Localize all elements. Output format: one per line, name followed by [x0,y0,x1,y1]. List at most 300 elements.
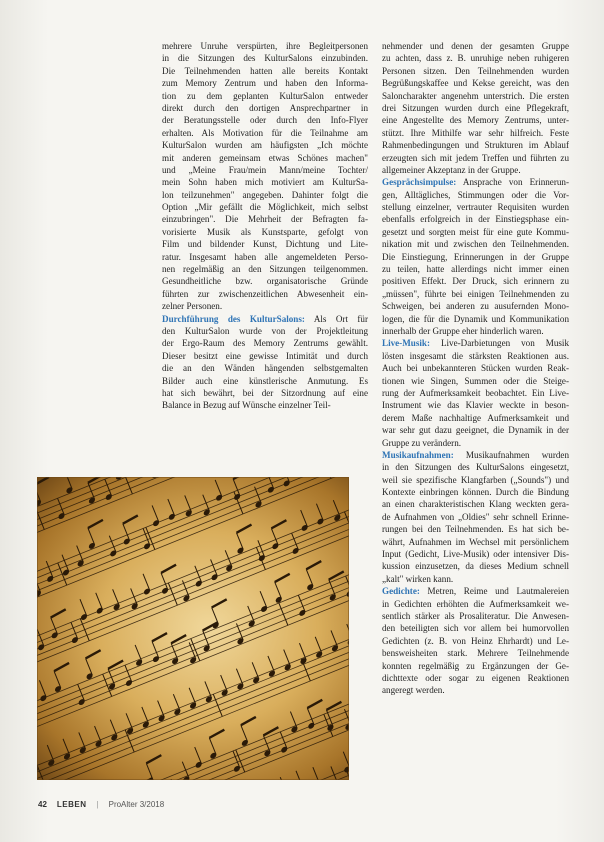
text-line [382,498,569,510]
note-stem [280,732,287,749]
text-column-right [382,40,569,697]
note-stem [301,510,308,527]
note-beam [271,520,288,528]
note-beam [146,755,163,763]
text-line [382,40,569,52]
note-stem [316,504,323,521]
line-text: stellung einzelner, vertrauter Requisiten wurden [382,202,569,213]
page-footer [38,800,164,809]
page-number: 42 [38,800,47,809]
line-text: Als Ort für [304,313,368,324]
text-line [382,375,569,387]
note-head [291,547,299,555]
text-line [382,672,569,684]
line-text: Schweigen, bei anderen zu ausufernden Mono- [382,301,569,312]
text-line [382,536,569,548]
text-line [162,350,368,362]
note-head [195,579,203,587]
note-stem [113,589,120,606]
line-text: hat sich bewährt, bei der Sitzordnung auf eine [162,387,368,398]
note-beam [170,635,187,643]
text-line [382,300,569,312]
text-line [382,176,569,188]
line-text: tionen wie Singen, Summen oder die Steige- [382,375,569,386]
line-text: Rahmenbedingungen und Strukturen im Ablauf [382,140,569,151]
text-line [162,213,368,225]
note-stem [168,499,175,516]
note-stem [78,684,85,701]
text-line [382,90,569,102]
sheet-music-image [37,477,349,780]
note-stem [125,665,132,682]
note-stem [88,528,95,545]
text-line [382,102,569,114]
note-head [105,493,113,501]
note-stem [189,688,196,705]
line-text: direkt durch den dortigen Ansprechpartner in [162,102,368,113]
note-stem [142,707,149,724]
note-head [123,537,131,545]
note-stem [260,591,267,608]
section-heading: Live-Musik: [382,338,430,349]
note-head [39,694,47,702]
note-head [260,605,268,613]
line-text: innerhalb der Gruppe eher hinderlich waren. [382,325,544,336]
note-beam [236,525,253,533]
line-text: erzeugten sich mit jedem Treffen und führten zu [382,152,569,163]
note-stem [241,725,248,742]
text-line [382,548,569,560]
note-stem [331,766,338,780]
note-stem [161,573,168,590]
line-text: KulturSalon wurden am häufigsten „Ich möchte [162,140,368,151]
text-line [162,52,368,64]
sheet-music-illustration [37,477,349,780]
line-text: Gedichten (z. B. von Heinz Ehrhardt) und Le- [382,635,569,646]
note-stem [80,599,87,616]
line-text: war sehr gut dazu geeignet, die Dynamik in der [382,425,569,436]
note-stem [313,767,320,780]
staff-line [37,477,349,575]
note-stem [173,694,180,711]
note-stem [51,618,58,635]
note-beam [211,599,228,607]
text-line [162,288,368,300]
line-text: stützt. Ihre Mithilfe war sehr hilfreich. Feste [382,127,569,138]
note-stem [62,555,69,572]
line-text: positiven Effekt. Der Druck, sich erinnern zu [382,276,569,287]
line-text: drei Sitzungen wurden durch eine Pflegekraft, [382,102,569,113]
text-line [382,275,569,287]
text-line [382,449,569,461]
section-heading: Gesprächsimpulse: [382,177,457,188]
note-stem [195,566,202,583]
note-head [143,542,151,550]
note-stem [333,500,340,517]
note-stem [143,528,150,545]
note-stem [54,671,61,688]
line-text: zu achten, dass z. B. unruhige neben ruhigeren [382,53,569,64]
text-line [162,275,368,287]
note-stem [37,629,44,646]
line-text: mehrere Unruhe verspürten, ihre Begleitpersonen [162,41,368,51]
text-line [382,164,569,176]
note-stem [146,763,153,780]
note-stem [195,747,202,764]
note-stem [65,477,72,489]
line-text: Bilder auch eine künstlerische Anmutung. Es [162,375,368,386]
note-stem [236,533,243,550]
staff-line [37,554,349,741]
staff-line [37,477,349,558]
note-stem [233,751,240,768]
line-text: sentlich stärker als Prosaliteratur. Die Anwesen- [382,610,569,621]
note-stem [110,720,117,737]
line-text: de Aufnahmen von „Oldies" sehr schnell Erinne- [382,511,569,522]
line-text: führten zur zwischenzeitlichen Abwesenheit ein- [162,288,368,299]
note-head [168,513,176,521]
line-text: rungen bei den Teilnehmenden. Es hat sich be- [382,524,569,535]
line-text: zu teilen, hatte allerdings nicht immer einen [382,264,569,275]
note-beam [274,574,291,582]
note-stem [123,524,130,541]
staff-line [37,654,349,780]
line-text: und „Meine Frau/mein Mann/meine Tochter/ [162,164,368,175]
line-text: tion zu dem geplanten KulturSalon entweder [162,90,368,101]
staff-line [37,487,349,674]
note-stem [211,559,218,576]
line-text: den beteiligten sich vor allem bei humorvollen [382,623,569,634]
note-beam [328,571,345,579]
line-text: lösten insgesamt die stärksten Reaktionen aus. [382,350,569,361]
text-line [382,622,569,634]
note-beam [107,661,124,669]
text-line [382,560,569,572]
note-beam [160,565,177,573]
text-line [382,585,569,597]
line-text: mein Sohn haben mich motiviert am KulturSa- [162,177,368,188]
text-line [162,77,368,89]
note-stem [105,479,112,496]
note-head [194,761,202,769]
note-stem [152,641,159,658]
text-line [382,461,569,473]
line-text: zelner Personen. [162,301,223,312]
line-text: weil sie spezifische Klangfarben („Sounds") und [382,474,569,485]
note-beam [263,727,280,735]
line-text: Die Teilnehmenden hatten alle bereits Kontakt [162,65,368,76]
line-text: lon teilzunehmen" angegeben. Dahinter folgt die [162,189,368,200]
line-text: gen, Alltägliches, Stimmungen oder die Vor- [382,189,569,200]
note-head [96,607,104,615]
text-column-left [162,40,368,412]
note-stem [135,645,142,662]
issue-label: ProAlter 3/2018 [108,800,165,809]
line-text: der Beratungsstelle oder durch den Info-Flyer [162,115,368,126]
line-text: Musikaufnahmen wurden [453,449,569,460]
text-line [162,201,368,213]
staff-line [37,604,349,780]
text-line [162,90,368,102]
line-text: Gesundheitliche bzw. organisatorische Gründe [162,276,368,287]
note-head [109,549,117,557]
text-line [162,164,368,176]
note-head [77,698,85,706]
text-line [382,226,569,238]
line-text: in Gedichten erhöhten die Aufmerksamkeit we- [382,598,569,609]
text-line [382,251,569,263]
text-line [382,486,569,498]
text-line [382,52,569,64]
note-stem [209,738,216,755]
text-line [382,127,569,139]
text-line [162,300,368,312]
note-head [152,655,160,663]
note-beam [85,650,102,658]
note-stem [71,622,78,639]
note-head [37,643,45,651]
note-head [125,679,133,687]
note-stem [126,713,133,730]
text-line [382,350,569,362]
text-line [162,337,368,349]
line-text: Balance in Bezug auf Wünsche einzelner Teil- [162,400,331,411]
note-stem [275,582,282,599]
staff-line [37,599,349,780]
note-stem [86,658,93,675]
text-line [162,226,368,238]
note-head [46,575,54,583]
note-head [267,486,275,494]
line-text: nen regelmäßig an den Sitzungen teilgenommen. [162,264,368,275]
note-head [316,517,324,525]
text-line [382,399,569,411]
text-line [382,412,569,424]
text-line [382,263,569,275]
note-beam [209,730,226,738]
note-stem [236,669,243,686]
staff-line [37,671,349,780]
text-line [382,660,569,672]
text-line [162,251,368,263]
text-line [162,399,368,411]
note-stem [108,669,115,686]
note-stem [171,643,178,660]
text-line [162,387,368,399]
note-stem [143,574,150,591]
line-text: Personen sitzen. Den Teilnehmenden wurden [382,65,569,76]
note-stem [331,630,338,647]
note-stem [290,712,297,729]
line-text: derem Maße nachhaltige Aufmerksamkeit und [382,412,569,423]
note-stem [315,637,322,654]
note-stem [39,680,46,697]
line-text: in die Sitzungen des KulturSalons einzubinden. [162,53,368,64]
line-text: allgemeiner Akzeptanz in der Gruppe. [382,164,521,175]
line-text: Gruppe zu verändern. [382,437,462,448]
text-line [162,127,368,139]
note-beam [307,700,324,708]
text-line [162,189,368,201]
text-line [162,102,368,114]
note-head [215,494,223,502]
line-text: Instrument wie das Klavier weckte in beson- [382,400,569,411]
note-head [143,587,151,595]
note-stem [182,580,189,597]
text-line [382,213,569,225]
note-stem [248,606,255,623]
line-text: in den Sitzungen des KulturSalons eingesetzt, [382,462,569,473]
text-line [382,114,569,126]
note-stem [255,487,262,504]
note-stem [185,495,192,512]
line-text: mit anderen gemeinsam etwas Schönes machen" [162,152,368,163]
staff-line [37,649,349,780]
line-text: Die Einstiegung, Erinnerungen in der Gruppe [382,251,569,262]
text-line [162,238,368,250]
note-stem [307,708,314,725]
line-text: nikation mit und zwischen den Teilnehmenden. [382,239,569,250]
line-text: bensweisheiten stark. Mehrere Teilnehmende [382,648,569,659]
note-beam [53,663,70,671]
line-text: währt, Aufnahmen im Wechsel mit persönlichem [382,536,569,547]
note-stem [109,536,116,553]
note-head [71,636,79,644]
section-heading: Gedichte: [382,586,420,597]
line-text: der Ergo-Raum des Memory Zentrums gewählt. [162,338,368,349]
note-beam [122,515,139,523]
footer-separator: | [96,800,99,809]
line-text: dichttexte oder sogar zu eigenen Reaktionen [382,672,569,683]
line-text: die an den Wänden hängenden selbstgemalten [162,363,368,374]
text-line [382,325,569,337]
text-line [382,598,569,610]
line-text: Kontexte einbringen können. Durch die Bindung [382,487,569,498]
line-text: konnten regelmäßig zu Ergänzungen der Ge- [382,660,569,671]
note-beam [37,477,50,485]
note-head [57,512,65,520]
line-text: einzubringen". Die Mehrheit der Befragten fa- [162,214,368,225]
line-text: ratur. Insgesamt haben alle angemeldeten Perso- [162,251,368,262]
text-line [382,313,569,325]
note-head [307,722,315,730]
text-line [382,337,569,349]
note-stem [47,745,54,762]
note-stem [306,569,313,586]
note-head [152,519,160,527]
line-text: Ansprache von Erinnerun- [456,177,569,188]
staff-line [37,482,349,669]
note-stem [58,498,65,515]
note-stem [182,762,189,779]
text-line [382,437,569,449]
note-head [161,587,169,595]
note-stem [268,656,275,673]
text-line [162,362,368,374]
note-stem [215,480,222,497]
line-text: vorisierte Musik als Kunstsparte, gefolgt von [162,226,368,237]
text-line [382,573,569,585]
text-line [382,635,569,647]
note-stem [298,595,305,612]
note-beam [50,609,67,617]
line-text: rung der Aufmerksamkeit beobachtet. Ein Live- [382,387,569,398]
note-stem [236,623,243,640]
line-text: angeregt werden. [382,685,445,696]
note-head [233,765,241,773]
note-stem [79,732,86,749]
note-stem [296,771,303,780]
line-text: Live-Darbietungen von Musik [430,338,569,349]
line-text: den KulturSalon wurde von der Projektleitung [162,325,368,336]
staff-line [37,477,349,630]
note-stem [131,588,138,605]
text-line [382,189,569,201]
line-text: kussion einzusetzen, da dieses Medium schnell [382,561,569,572]
text-line [382,474,569,486]
note-stem [95,726,102,743]
note-stem [189,642,196,659]
text-line [162,263,368,275]
text-line [382,647,569,659]
line-text: Saloncharakter angenehm unterstrich. Die ersten [382,90,569,101]
note-stem [252,662,259,679]
text-line [382,77,569,89]
note-stem [284,650,291,667]
line-text: Dieser besitzt eine gewisse Intimität und durch [162,350,368,361]
line-text: Metren, Reime und Lautmalereien [419,586,569,597]
line-text: nehmender und denen der gesamten Gruppe [382,41,569,51]
section-name: LEBEN [56,800,87,809]
line-text: Auch bei unbekannteren Stücken wurden Reak- [382,363,569,374]
section-heading: Musikaufnahmen: [382,449,454,460]
note-head [210,573,218,581]
note-stem [263,735,270,752]
note-stem [225,550,232,567]
note-stem [329,580,336,597]
text-line [382,424,569,436]
line-text: zum Memory Zentrum und haben den Informa- [162,78,368,89]
staff-line [47,710,349,780]
text-line [382,387,569,399]
text-line [162,176,368,188]
note-stem [63,739,70,756]
line-text: Input (Gedicht, Live-Musik) oder intensiver Dis- [382,549,569,560]
staff-line [37,477,349,613]
note-stem [158,701,165,718]
note-beam [87,520,104,528]
note-beam [306,561,323,569]
line-text: erhalten. Als Motivation für die Teilnahme am [162,127,368,138]
line-text: ebenfalls erfolgreich in der Einstiegsphase ein- [382,214,569,225]
note-beam [151,633,168,641]
text-line [382,362,569,374]
line-text: Film und bildender Kunst, Dichtung und Lite- [162,239,368,250]
note-stem [77,546,84,563]
note-head [50,631,58,639]
note-stem [205,681,212,698]
text-line [162,375,368,387]
note-stem [292,533,299,550]
section-heading: Durchführung des KulturSalons: [162,313,305,324]
text-line [382,152,569,164]
note-stem [212,608,219,625]
line-text: „müssen", führte bei einigen Teilnehmenden zu [382,288,569,299]
bar-line [123,477,132,494]
note-head [298,609,306,617]
text-line [382,65,569,77]
text-line [162,325,368,337]
